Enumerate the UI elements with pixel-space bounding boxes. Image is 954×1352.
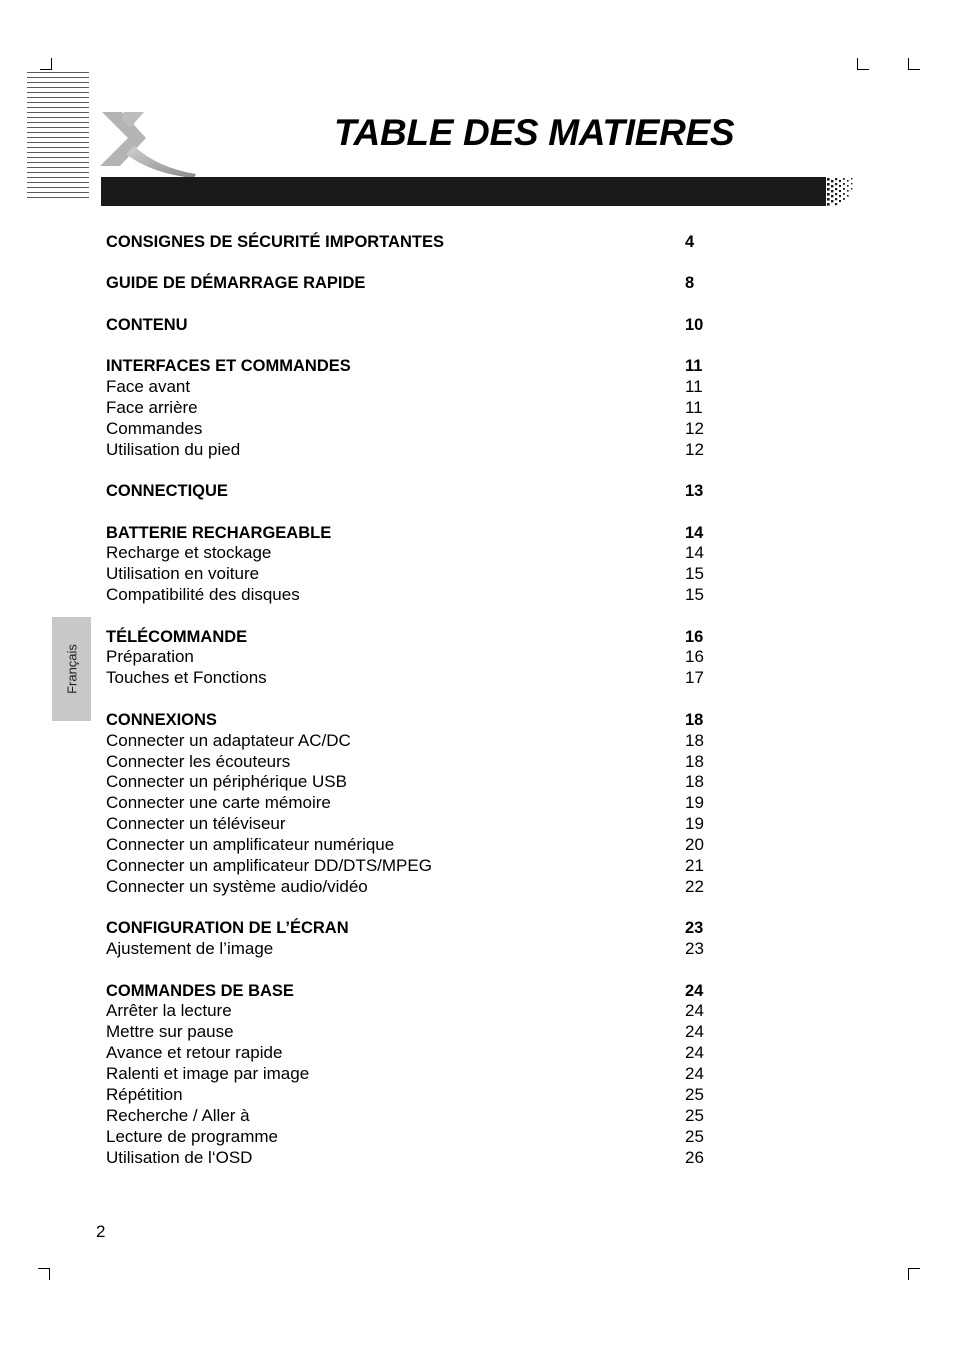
toc-entry-page: 24	[685, 1001, 704, 1021]
toc-entry	[106, 793, 726, 814]
crop-mark-bottom-right	[908, 1268, 920, 1280]
toc-heading-page: 14	[685, 523, 704, 542]
page-title: TABLE DES MATIERES	[334, 112, 735, 153]
toc-heading-label: CONFIGURATION DE L’ÉCRAN	[106, 919, 349, 938]
toc-section-heading	[106, 232, 726, 253]
toc-entry	[106, 1085, 726, 1106]
toc-heading-label: CONNECTIQUE	[106, 482, 228, 501]
toc-entry	[106, 668, 726, 689]
toc-section	[106, 356, 726, 460]
crop-mark-top-right	[908, 58, 920, 70]
toc-section-heading	[106, 523, 726, 544]
toc-section-heading	[106, 710, 726, 731]
table-of-contents	[106, 232, 726, 1189]
toc-entry-label: Connecter un périphérique USB	[106, 772, 347, 792]
toc-entry-label: Ajustement de l’image	[106, 939, 274, 959]
toc-section-heading	[106, 273, 726, 294]
toc-entry-page: 17	[685, 668, 704, 688]
toc-entry-page: 25	[685, 1105, 704, 1125]
toc-entry	[106, 772, 726, 793]
toc-section	[106, 918, 726, 960]
toc-entry	[106, 856, 726, 877]
toc-section	[106, 315, 726, 336]
toc-section	[106, 232, 726, 253]
toc-entry	[106, 647, 726, 668]
toc-entry	[106, 752, 726, 773]
toc-entry-label: Recharge et stockage	[106, 543, 272, 563]
crop-mark-bottom-left	[38, 1268, 50, 1280]
title-underline-bar	[101, 177, 823, 206]
toc-entry-label: Connecter un téléviseur	[106, 814, 286, 834]
toc-entry	[106, 585, 726, 606]
toc-entry-page: 22	[685, 876, 704, 896]
toc-heading-page: 8	[685, 274, 695, 293]
toc-section	[106, 481, 726, 502]
toc-entry-page: 15	[685, 585, 704, 605]
toc-section	[106, 981, 726, 1169]
toc-entry-label: Avance et retour rapide	[106, 1043, 283, 1063]
toc-entry	[106, 877, 726, 898]
toc-entry-page: 11	[685, 377, 703, 397]
toc-entry-label: Connecter un adaptateur AC/DC	[106, 730, 351, 750]
toc-heading-page: 16	[685, 627, 704, 646]
toc-entry-label: Touches et Fonctions	[106, 668, 267, 688]
toc-section	[106, 710, 726, 898]
toc-heading-page: 10	[685, 315, 704, 334]
toc-entry-label: Commandes	[106, 418, 203, 438]
page-number: 2	[96, 1222, 106, 1241]
toc-entry-page: 14	[685, 543, 704, 563]
toc-entry-label: Compatibilité des disques	[106, 585, 300, 605]
toc-entry-label: Répétition	[106, 1085, 183, 1104]
toc-entry-page: 20	[685, 835, 704, 855]
toc-entry-page: 12	[685, 418, 704, 438]
toc-entry-label: Utilisation en voiture	[106, 564, 260, 584]
toc-heading-label: CONTENU	[106, 315, 188, 334]
toc-heading-label: CONNEXIONS	[106, 710, 217, 729]
toc-section	[106, 273, 726, 294]
toc-entry	[106, 814, 726, 835]
toc-entry-label: Utilisation du pied	[106, 439, 241, 459]
crop-mark-top-right-inner	[857, 58, 869, 70]
toc-heading-label: INTERFACES ET COMMANDES	[106, 357, 351, 376]
toc-entry-page: 19	[685, 793, 704, 813]
toc-entry-page: 25	[685, 1126, 704, 1146]
toc-entry-page: 24	[685, 1043, 704, 1063]
toc-section-heading	[106, 918, 726, 939]
toc-entry	[106, 1148, 726, 1169]
toc-entry-page: 15	[685, 564, 704, 584]
toc-entry	[106, 1127, 726, 1148]
toc-section	[106, 523, 726, 607]
toc-entry-page: 18	[685, 751, 704, 771]
toc-entry	[106, 543, 726, 564]
language-label: Français	[64, 644, 79, 694]
toc-section-heading	[106, 981, 726, 1002]
toc-heading-page: 4	[685, 233, 695, 251]
toc-entry-label: Connecter une carte mémoire	[106, 793, 331, 813]
toc-entry-label: Face arrière	[106, 397, 198, 417]
toc-entry	[106, 398, 726, 419]
toc-entry-label: Ralenti et image par image	[106, 1064, 310, 1084]
toc-section	[106, 627, 726, 690]
toc-entry	[106, 1001, 726, 1022]
toc-entry	[106, 939, 726, 960]
toc-entry-page: 24	[685, 1064, 704, 1084]
toc-entry	[106, 1043, 726, 1064]
toc-entry-page: 25	[685, 1085, 704, 1104]
toc-entry	[106, 1064, 726, 1085]
toc-entry	[106, 564, 726, 585]
toc-heading-label: GUIDE DE DÉMARRAGE RAPIDE	[106, 274, 366, 293]
toc-heading-page: 11	[685, 357, 703, 376]
toc-entry	[106, 419, 726, 440]
toc-entry	[106, 377, 726, 398]
toc-entry-label: Lecture de programme	[106, 1126, 278, 1146]
toc-entry-label: Arrêter la lecture	[106, 1001, 232, 1021]
toc-entry-label: Préparation	[106, 647, 194, 667]
toc-heading-label: CONSIGNES DE SÉCURITÉ IMPORTANTES	[106, 233, 444, 251]
toc-entry-label: Connecter un amplificateur numérique	[106, 835, 395, 855]
decorative-stripes	[27, 72, 89, 200]
toc-entry-page: 19	[685, 814, 704, 834]
toc-heading-label: TÉLÉCOMMANDE	[106, 627, 248, 646]
brand-x-logo	[96, 108, 198, 178]
bar-halftone-fade	[818, 177, 856, 206]
toc-entry-page: 12	[685, 439, 704, 459]
toc-entry-page: 23	[685, 939, 704, 959]
toc-heading-page: 18	[685, 710, 704, 729]
toc-section-heading	[106, 356, 726, 377]
toc-entry-label: Connecter les écouteurs	[106, 751, 291, 771]
toc-entry-page: 26	[685, 1147, 704, 1167]
toc-entry-label: Utilisation de l‘OSD	[106, 1147, 253, 1167]
toc-entry-label: Recherche / Aller à	[106, 1105, 250, 1125]
toc-section-heading	[106, 481, 726, 502]
language-side-tab	[52, 617, 91, 721]
toc-heading-page: 23	[685, 919, 704, 938]
toc-entry-page: 21	[685, 855, 704, 875]
toc-heading-page: 24	[685, 981, 704, 1000]
toc-entry	[106, 731, 726, 752]
toc-heading-page: 13	[685, 482, 704, 501]
toc-entry-page: 18	[685, 730, 704, 750]
toc-entry	[106, 835, 726, 856]
toc-entry-page: 11	[685, 397, 703, 417]
toc-entry-page: 24	[685, 1022, 704, 1042]
toc-section-heading	[106, 315, 726, 336]
toc-entry-label: Mettre sur pause	[106, 1022, 234, 1042]
toc-entry	[106, 440, 726, 461]
toc-section-heading	[106, 627, 726, 648]
toc-entry-page: 16	[685, 647, 704, 667]
toc-heading-label: COMMANDES DE BASE	[106, 981, 294, 1000]
toc-entry-label: Face avant	[106, 377, 191, 397]
toc-entry	[106, 1022, 726, 1043]
toc-entry-page: 18	[685, 772, 704, 792]
toc-entry-label: Connecter un amplificateur DD/DTS/MPEG	[106, 855, 432, 875]
crop-mark-top-left	[40, 58, 52, 70]
toc-entry-label: Connecter un système audio/vidéo	[106, 876, 368, 896]
toc-heading-label: BATTERIE RECHARGEABLE	[106, 523, 332, 542]
toc-entry	[106, 1106, 726, 1127]
